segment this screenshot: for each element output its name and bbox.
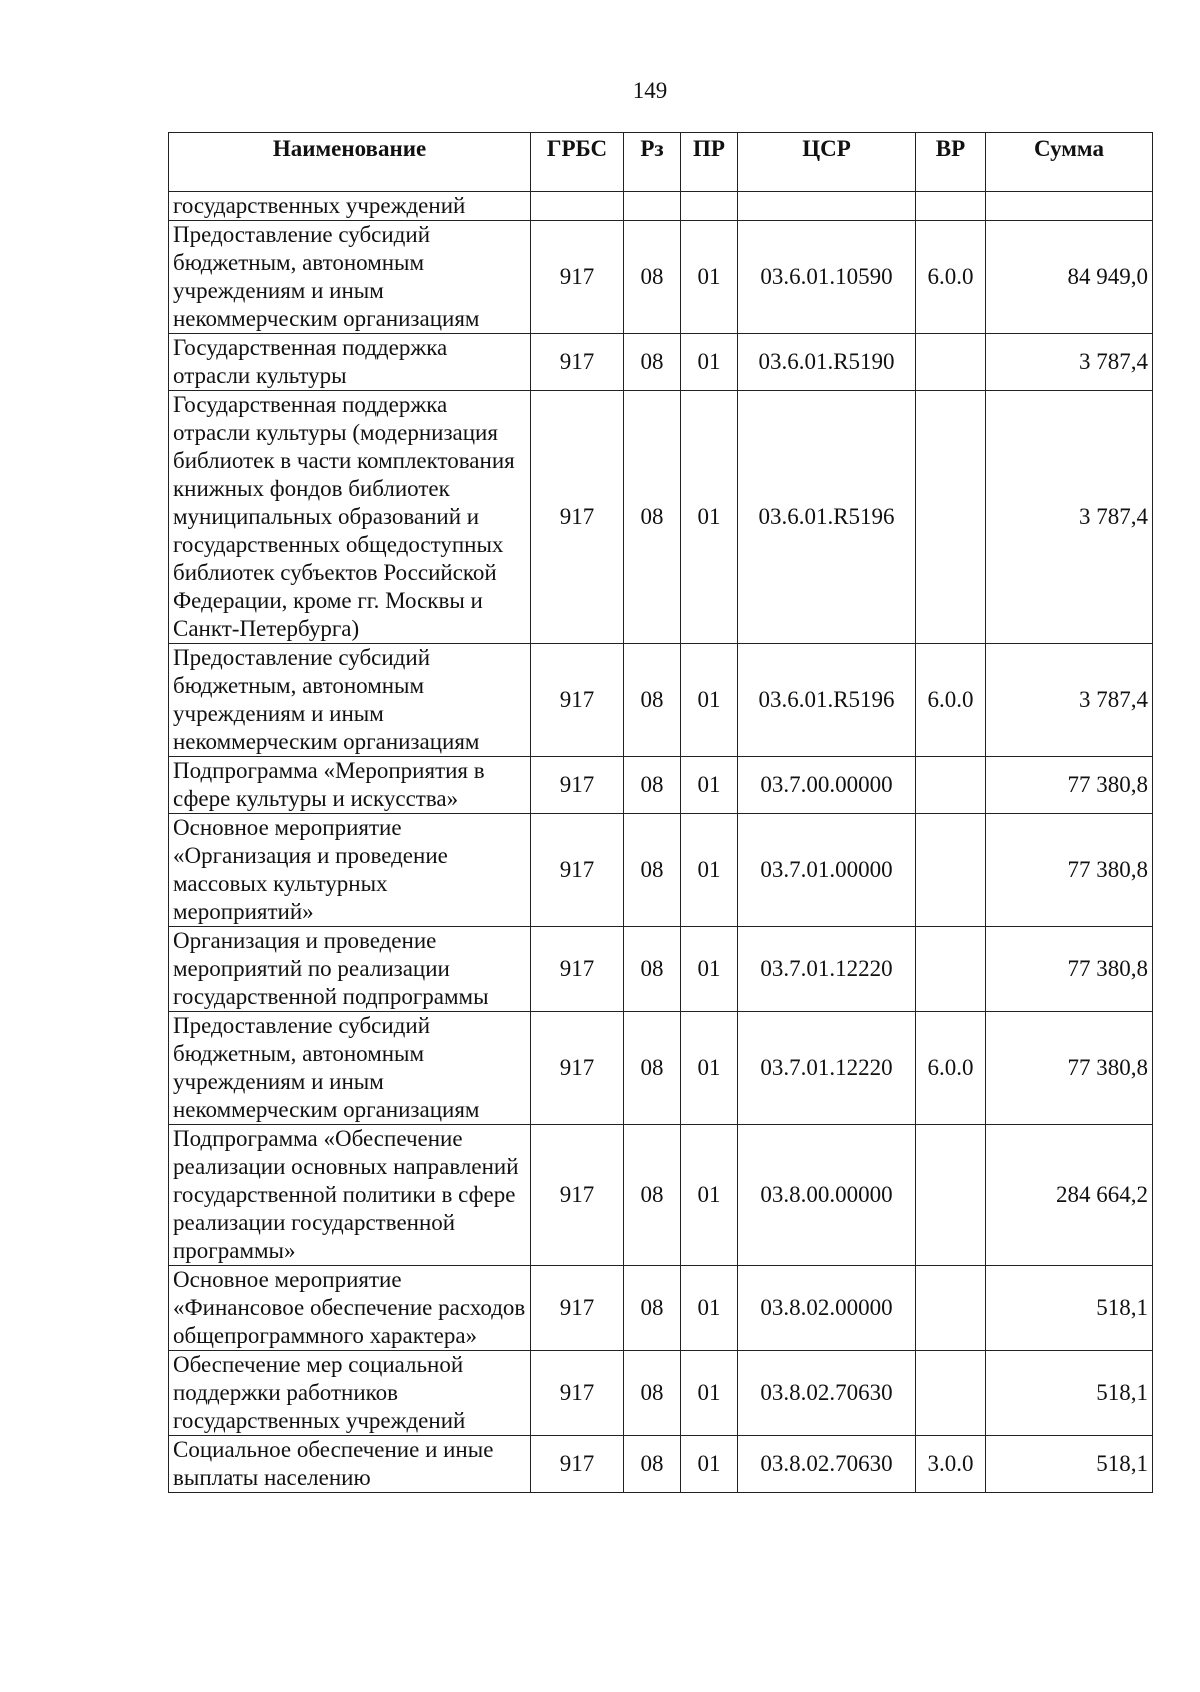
header-pr: ПР: [681, 133, 738, 192]
cell-name: Основное мероприятие «Организация и проведение массовых культурных мероприятий»: [169, 814, 531, 927]
table-row: [169, 391, 1153, 644]
cell-rz: 08: [624, 334, 681, 391]
cell-name: государственных учреждений: [169, 192, 531, 221]
cell-csr: 03.6.01.R5196: [738, 391, 916, 644]
cell-pr: 01: [681, 334, 738, 391]
cell-sum: 518,1: [986, 1436, 1153, 1493]
cell-name: Организация и проведение мероприятий по реализации государственной подпрограммы: [169, 927, 531, 1012]
table-row: [169, 1351, 1153, 1436]
cell-vr: [916, 391, 986, 644]
cell-sum: 77 380,8: [986, 927, 1153, 1012]
cell-csr: 03.7.01.00000: [738, 814, 916, 927]
cell-pr: 01: [681, 391, 738, 644]
cell-grbs: 917: [531, 757, 624, 814]
table-body: [169, 192, 1153, 1493]
cell-csr: 03.8.02.00000: [738, 1266, 916, 1351]
cell-grbs: 917: [531, 1012, 624, 1125]
header-rz: Рз: [624, 133, 681, 192]
table-row: [169, 927, 1153, 1012]
cell-csr: 03.7.01.12220: [738, 927, 916, 1012]
cell-pr: 01: [681, 1266, 738, 1351]
cell-name: Основное мероприятие «Финансовое обеспечение расходов общепрограммного характера»: [169, 1266, 531, 1351]
cell-rz: 08: [624, 1351, 681, 1436]
cell-sum: 284 664,2: [986, 1125, 1153, 1266]
table-row: [169, 644, 1153, 757]
cell-sum: 3 787,4: [986, 644, 1153, 757]
cell-csr: 03.6.01.R5190: [738, 334, 916, 391]
cell-grbs: 917: [531, 814, 624, 927]
cell-sum: [986, 192, 1153, 221]
cell-pr: [681, 192, 738, 221]
header-grbs: ГРБС: [531, 133, 624, 192]
cell-csr: 03.8.00.00000: [738, 1125, 916, 1266]
cell-name: Обеспечение мер социальной поддержки работников государственных учреждений: [169, 1351, 531, 1436]
cell-csr: 03.6.01.10590: [738, 221, 916, 334]
page-number: 149: [632, 78, 668, 103]
table-row: [169, 1266, 1153, 1351]
header-vr: ВР: [916, 133, 986, 192]
cell-sum: 77 380,8: [986, 1012, 1153, 1125]
cell-vr: 3.0.0: [916, 1436, 986, 1493]
cell-rz: 08: [624, 221, 681, 334]
cell-vr: [916, 192, 986, 221]
cell-grbs: 917: [531, 1125, 624, 1266]
table-row: [169, 757, 1153, 814]
cell-csr: 03.7.01.12220: [738, 1012, 916, 1125]
cell-name: Предоставление субсидий бюджетным, автономным учреждениям и иным некоммерческим организациям: [169, 221, 531, 334]
cell-name: Подпрограмма «Обеспечение реализации основных направлений государственной политики в сфере реализации государственной программы»: [169, 1125, 531, 1266]
cell-rz: 08: [624, 1436, 681, 1493]
cell-sum: 3 787,4: [986, 334, 1153, 391]
cell-vr: [916, 757, 986, 814]
cell-pr: 01: [681, 1436, 738, 1493]
cell-vr: [916, 1351, 986, 1436]
cell-sum: 518,1: [986, 1351, 1153, 1436]
cell-csr: 03.7.00.00000: [738, 757, 916, 814]
cell-rz: 08: [624, 391, 681, 644]
cell-csr: [738, 192, 916, 221]
cell-sum: 77 380,8: [986, 757, 1153, 814]
cell-pr: 01: [681, 757, 738, 814]
cell-grbs: 917: [531, 927, 624, 1012]
cell-csr: 03.8.02.70630: [738, 1436, 916, 1493]
cell-grbs: 917: [531, 221, 624, 334]
cell-vr: [916, 927, 986, 1012]
cell-pr: 01: [681, 814, 738, 927]
cell-grbs: 917: [531, 1436, 624, 1493]
header-name: Наименование: [169, 133, 531, 192]
cell-vr: [916, 1125, 986, 1266]
cell-rz: 08: [624, 927, 681, 1012]
cell-name: Государственная поддержка отрасли культуры: [169, 334, 531, 391]
cell-rz: 08: [624, 644, 681, 757]
table-row: [169, 814, 1153, 927]
cell-rz: 08: [624, 1012, 681, 1125]
cell-vr: 6.0.0: [916, 221, 986, 334]
cell-grbs: 917: [531, 391, 624, 644]
cell-pr: 01: [681, 1012, 738, 1125]
table-row: [169, 1436, 1153, 1493]
cell-grbs: 917: [531, 1351, 624, 1436]
table-row: [169, 221, 1153, 334]
table-row: [169, 334, 1153, 391]
cell-name: Государственная поддержка отрасли культуры (модернизация библиотек в части комплектования книжных фондов библиотек муниципальных образований и государственных общедоступных библиотек субъектов Российской Федерации, кроме гг. Москвы и Санкт-Петербурга): [169, 391, 531, 644]
table-row: [169, 192, 1153, 221]
cell-grbs: 917: [531, 1266, 624, 1351]
cell-sum: 3 787,4: [986, 391, 1153, 644]
table-row: [169, 1125, 1153, 1266]
cell-name: Предоставление субсидий бюджетным, автономным учреждениям и иным некоммерческим организациям: [169, 644, 531, 757]
cell-grbs: [531, 192, 624, 221]
cell-pr: 01: [681, 927, 738, 1012]
cell-rz: [624, 192, 681, 221]
table-row: [169, 1012, 1153, 1125]
cell-csr: 03.6.01.R5196: [738, 644, 916, 757]
cell-rz: 08: [624, 1125, 681, 1266]
cell-grbs: 917: [531, 334, 624, 391]
cell-name: Подпрограмма «Мероприятия в сфере культуры и искусства»: [169, 757, 531, 814]
cell-grbs: 917: [531, 644, 624, 757]
header-csr: ЦСР: [738, 133, 916, 192]
table-header-row: [169, 133, 1153, 192]
cell-vr: 6.0.0: [916, 644, 986, 757]
cell-sum: 77 380,8: [986, 814, 1153, 927]
cell-vr: [916, 814, 986, 927]
cell-pr: 01: [681, 221, 738, 334]
cell-csr: 03.8.02.70630: [738, 1351, 916, 1436]
cell-sum: 518,1: [986, 1266, 1153, 1351]
cell-rz: 08: [624, 814, 681, 927]
cell-vr: [916, 1266, 986, 1351]
cell-name: Предоставление субсидий бюджетным, автономным учреждениям и иным некоммерческим организациям: [169, 1012, 531, 1125]
cell-rz: 08: [624, 757, 681, 814]
cell-pr: 01: [681, 1351, 738, 1436]
cell-vr: [916, 334, 986, 391]
cell-sum: 84 949,0: [986, 221, 1153, 334]
cell-name: Социальное обеспечение и иные выплаты населению: [169, 1436, 531, 1493]
cell-pr: 01: [681, 644, 738, 757]
cell-pr: 01: [681, 1125, 738, 1266]
cell-rz: 08: [624, 1266, 681, 1351]
header-sum: Сумма: [986, 133, 1153, 192]
cell-vr: 6.0.0: [916, 1012, 986, 1125]
budget-table: [168, 132, 1153, 1493]
